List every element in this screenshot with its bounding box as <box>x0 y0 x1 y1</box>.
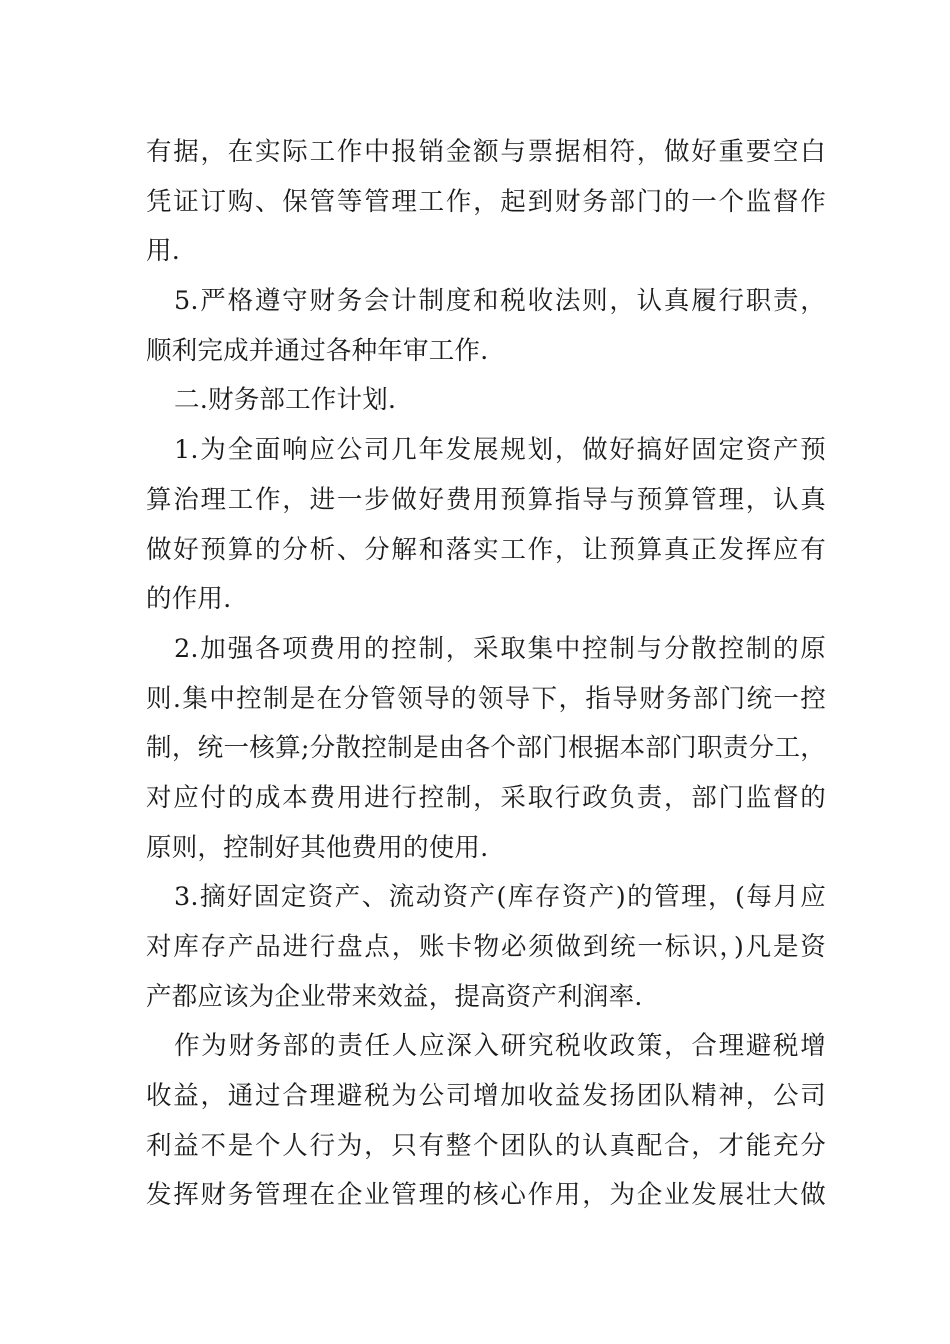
text-line: 原则，控制好其他费用的使用. <box>146 832 489 863</box>
text-line: 收益，通过合理避税为公司增加收益发扬团队精神，公司 <box>146 1081 826 1112</box>
text-line: 1.为全面响应公司几年发展规划，做好搞好固定资产预 <box>174 435 826 466</box>
text-line: 则.集中控制是在分管领导的领导下，指导财务部门统一控 <box>146 683 826 714</box>
text-line: 5.严格遵守财务会计制度和税收法则，认真履行职责， <box>174 286 826 317</box>
text-line: 2.加强各项费用的控制，采取集中控制与分散控制的原 <box>174 633 826 664</box>
text-line: 作为财务部的责任人应深入研究税收政策，合理避税增 <box>174 1031 826 1062</box>
text-line: 对库存产品进行盘点，账卡物必须做到统一标识，)凡是资 <box>146 932 826 962</box>
text-line: 3.摘好固定资产、流动资产(库存资产)的管理，(每月应 <box>174 882 826 913</box>
text-line: 用. <box>146 236 181 267</box>
text-line: 发挥财务管理在企业管理的核心作用，为企业发展壮大做 <box>146 1180 826 1211</box>
text-line: 算治理工作，进一步做好费用预算指导与预算管理，认真 <box>146 484 826 515</box>
text-line: 利益不是个人行为，只有整个团队的认真配合，才能充分 <box>146 1130 826 1161</box>
text-line: 的作用. <box>146 584 232 615</box>
text-line: 有据，在实际工作中报销金额与票据相符，做好重要空白 <box>146 137 826 167</box>
text-line: 产都应该为企业带来效益，提高资产利润率. <box>146 981 643 1012</box>
text-line: 制，统一核算;分散控制是由各个部门根据本部门职责分工， <box>146 733 826 764</box>
text-line: 做好预算的分析、分解和落实工作，让预算真正发挥应有 <box>146 534 826 565</box>
text-line: 二.财务部工作计划. <box>174 385 397 416</box>
text-line: 对应付的成本费用进行控制，采取行政负责，部门监督的 <box>146 782 826 813</box>
text-line: 凭证订购、保管等管理工作，起到财务部门的一个监督作 <box>146 186 826 217</box>
text-line: 顺利完成并通过各种年审工作. <box>146 335 489 366</box>
document-body <box>146 128 826 1221</box>
